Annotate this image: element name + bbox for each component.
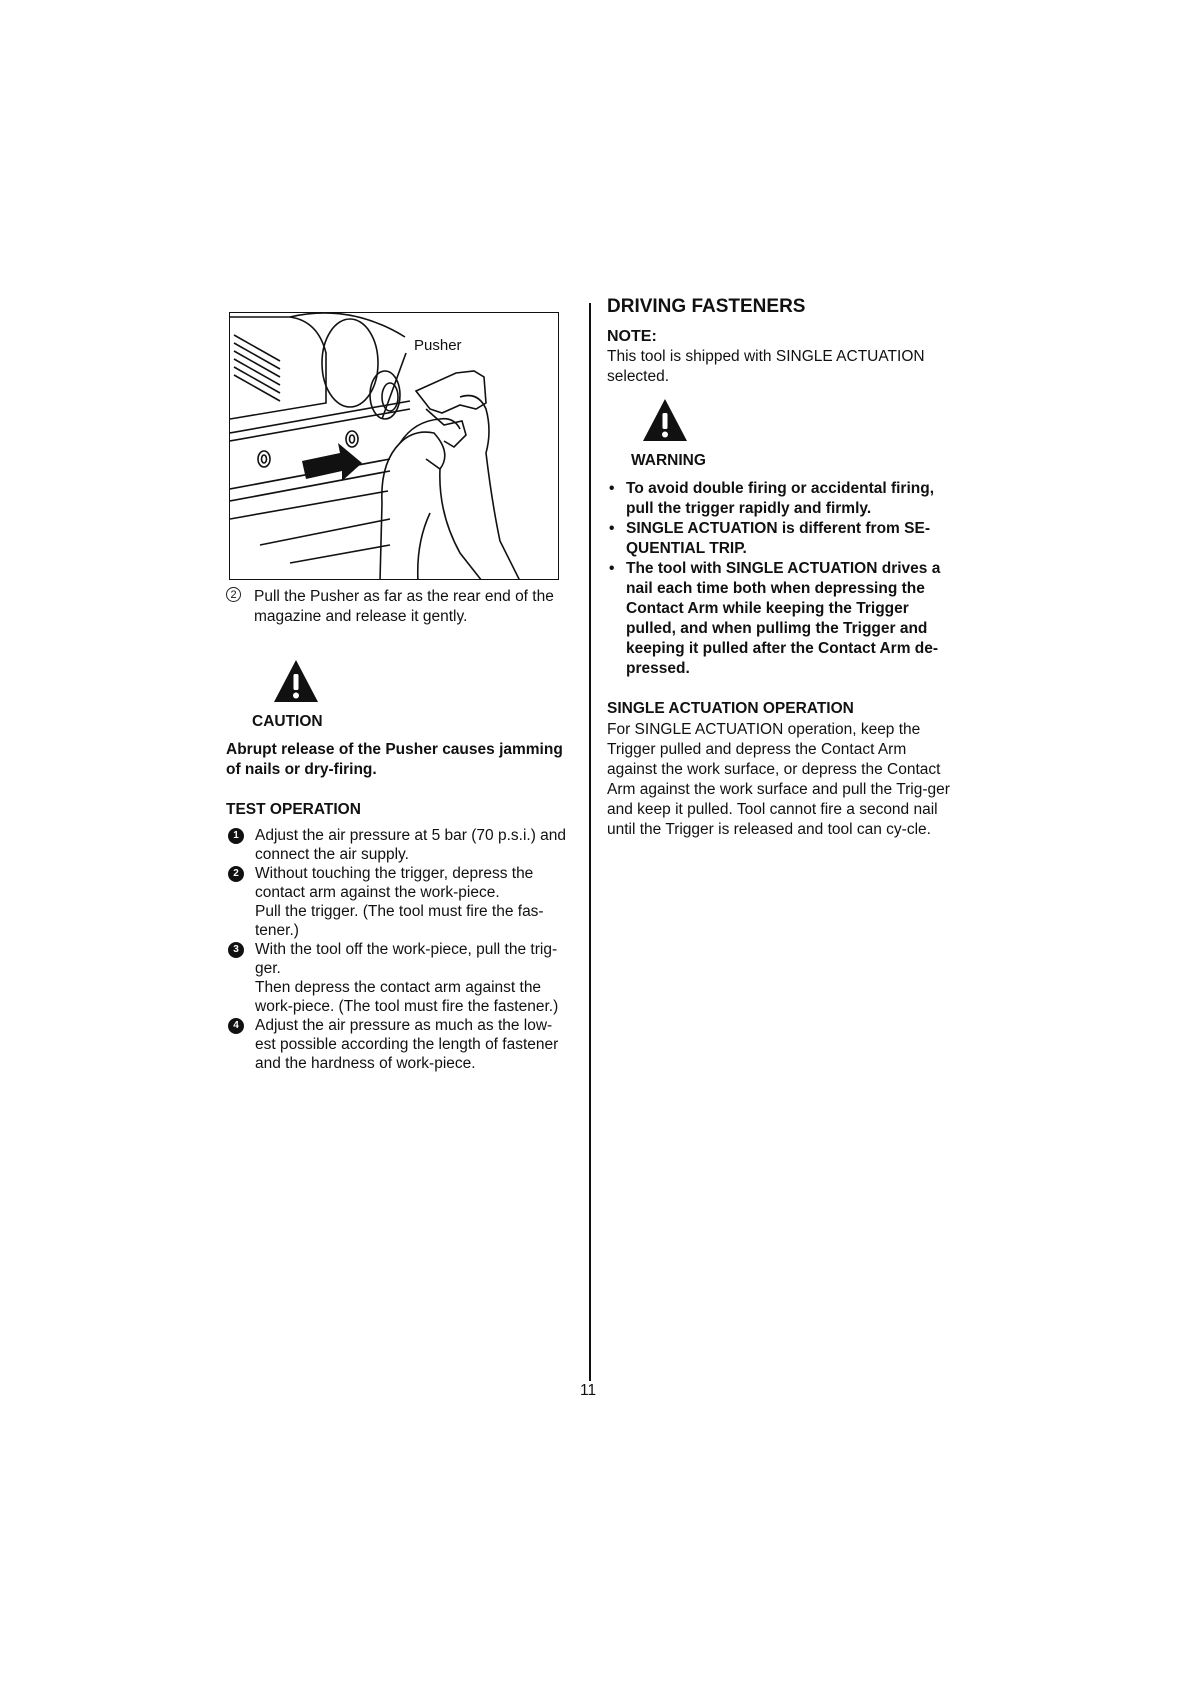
test-step-text-extra: Pull the trigger. (The tool must fire the fas-tener.) <box>255 903 544 939</box>
step-number-dot: 2 <box>228 866 244 882</box>
caution-text: Abrupt release of the Pusher causes jamming of nails or dry-firing. <box>226 741 563 778</box>
test-step-text: With the tool off the work-piece, pull the trig-ger. <box>255 941 558 977</box>
step-number-circle: 2 <box>226 587 241 602</box>
note-label: NOTE: <box>607 328 657 345</box>
note-text: This tool is shipped with SINGLE ACTUATION selected. <box>607 348 925 385</box>
caution-icon <box>272 658 320 709</box>
test-operation-title: TEST OPERATION <box>226 801 361 818</box>
single-actuation-title: SINGLE ACTUATION OPERATION <box>607 700 854 717</box>
list-item <box>607 479 952 519</box>
test-step-text: Adjust the air pressure as much as the low-est possible according the length of fastener and the hardness of work-piece. <box>255 1017 559 1072</box>
warning-list <box>607 479 952 679</box>
list-item <box>607 519 952 559</box>
step-number-dot: 4 <box>228 1018 244 1034</box>
test-step-text: Without touching the trigger, depress the contact arm against the work-piece. <box>255 865 534 901</box>
single-actuation-text: For SINGLE ACTUATION operation, keep the Trigger pulled and depress the Contact Arm against the work surface, or depress the Contact Arm against the work surface and pull the Trig-ger and keep it pulled. Tool cannot fire a second nail until the Trigger is released and tool can cy-cle. <box>607 721 950 838</box>
warning-text: SINGLE ACTUATION is different from SE-QUENTIAL TRIP. <box>626 520 930 557</box>
warning-icon <box>641 397 689 448</box>
step-number-dot: 3 <box>228 942 244 958</box>
page-number: 11 <box>580 1382 597 1399</box>
pusher-illustration <box>229 312 559 580</box>
column-divider <box>589 303 591 1381</box>
pusher-callout-label: Pusher <box>414 337 462 354</box>
pusher-step-text: Pull the Pusher as far as the rear end of the magazine and release it gently. <box>254 588 554 625</box>
list-item <box>607 559 952 679</box>
bullet-icon: • <box>609 520 615 537</box>
warning-label: WARNING <box>631 452 706 469</box>
driving-fasteners-title: DRIVING FASTENERS <box>607 296 806 317</box>
warning-text: To avoid double firing or accidental firing, pull the trigger rapidly and firmly. <box>626 480 935 517</box>
test-step-text: Adjust the air pressure at 5 bar (70 p.s.i.) and connect the air supply. <box>255 827 567 863</box>
bullet-icon: • <box>609 560 615 577</box>
pusher-drawing <box>230 313 559 580</box>
warning-text: The tool with SINGLE ACTUATION drives a nail each time both when depressing the Contact Arm while keeping the Trigger pulled, and when pullimg the Trigger and keeping it pulled after the Contact Arm de-pressed. <box>626 560 941 677</box>
step-number-dot: 1 <box>228 828 244 844</box>
test-step-text-extra: Then depress the contact arm against the work-piece. (The tool must fire the fastener.) <box>255 979 559 1015</box>
caution-label: CAUTION <box>252 713 323 730</box>
arrow-icon <box>302 443 362 481</box>
bullet-icon: • <box>609 480 615 497</box>
